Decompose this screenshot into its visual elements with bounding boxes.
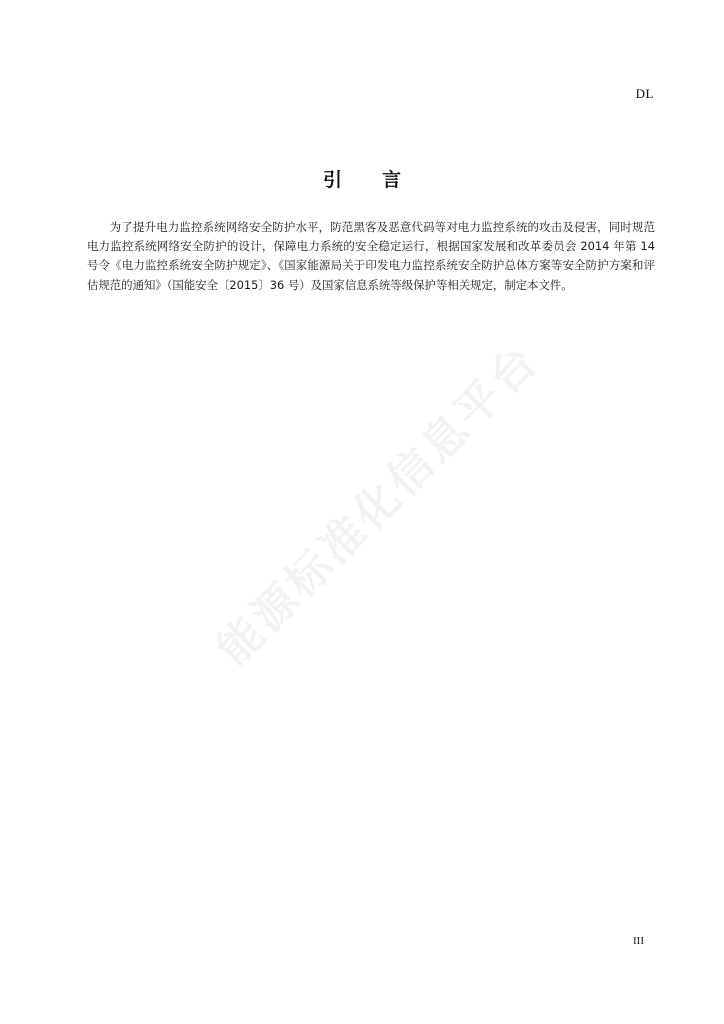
section-title: 引言 bbox=[322, 168, 441, 191]
page-number: III bbox=[633, 935, 644, 947]
watermark: 能源标准化信息平台 bbox=[207, 334, 550, 676]
introduction-paragraph: 为了提升电力监控系统网络安全防护水平，防范黑客及恶意代码等对电力监控系统的攻击及侵害，同时规范电力监控系统网络安全防护的设计，保障电力系统的安全稳定运行，根据国家发展和改革委员会 2014 年第 14 号令《电力监控系统安全防护规定》、《国家能源局关于印发电力监控系统安全防护总体方案等安全防护方案和评估规范的通知》（国能安全〔2015〕36 号）及国家信息系统等级保护等相关规定，制定本文件。 bbox=[87, 220, 655, 292]
standard-code-header: DL bbox=[635, 86, 654, 101]
